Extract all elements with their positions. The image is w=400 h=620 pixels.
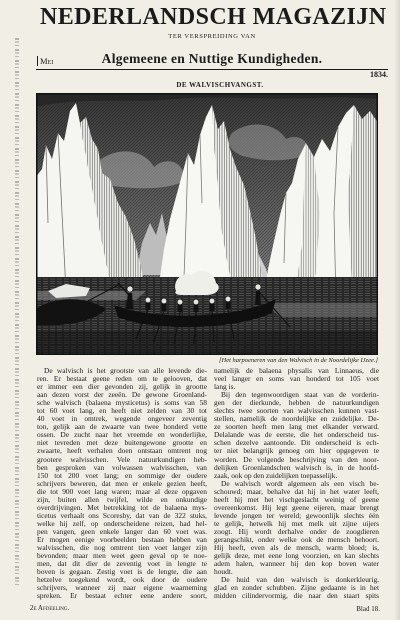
illustration-caption: [Het harpoeneren van den Walvisch in de Noordelijke IJzee.]: [218, 357, 378, 364]
harpooner-head: [127, 286, 133, 292]
text-line: bevonden; maar men weet geen geval op te noe-: [37, 551, 207, 561]
text-line: De walvisch wordt algemeen als een visch be-: [221, 478, 379, 488]
iceberg-right-shadow: [348, 105, 378, 307]
text-line: glad en zonder schubben. Zijne gedaante is in het: [214, 583, 379, 593]
text-line: namelijk de balaena physalis van Linnaeus, die: [214, 366, 379, 375]
text-line: lang is.: [214, 382, 236, 392]
text-line: gerangschikt, onder welke ook de mensch behoort.: [214, 534, 379, 544]
text-line: zijn, buiten allen twijfel, wilde en onkundige: [37, 494, 207, 504]
text-line: tot 60 voet lang, en heeft niet zelden van 30 tot: [37, 406, 207, 416]
masthead-title: NEDERLANDSCH MAGAZIJN: [40, 4, 387, 30]
rower-body: [210, 304, 215, 311]
text-line: Delalande was de eerste, die het onderscheid tus-: [214, 430, 379, 440]
text-line: welke hij zelf, op onderscheidene reizen, had hel-: [37, 518, 207, 528]
text-line: men, dat dit dier de zeventig voet in lengte te: [37, 559, 207, 569]
rower-head: [177, 299, 183, 305]
issue-month: Mei: [37, 56, 53, 66]
masthead-tagline: TER VERSPREIDING VAN: [168, 33, 256, 40]
text-line: gen der dierkunde, hebben de natuurkundigen: [214, 398, 379, 408]
text-line: stellen, namelijk de noordelijke en zuidelijke. De-: [214, 414, 379, 424]
rower-body: [178, 305, 183, 312]
text-line: 40 voet in omtrek, wegende ongeveer zeventig: [37, 414, 207, 424]
rower-body: [194, 305, 199, 312]
rower-head: [193, 299, 199, 305]
text-line: spreken. Er bestaat echter eene andere soort,: [37, 591, 207, 601]
rower-head: [161, 298, 167, 304]
text-line: ren. Er bestaat geene reden om te gelooven, dat: [37, 374, 207, 384]
foreground-waves: [36, 331, 378, 355]
page-edge-shadow: [394, 0, 400, 620]
margin-imprint: [15, 38, 19, 586]
ice-reflection-right: [264, 303, 378, 317]
text-line: ton, gelijk aan de zwaarte van twee honderd vette: [37, 422, 207, 432]
text-line: te gelijk, hetwelk hij met melk uit zijne uijers: [214, 518, 379, 528]
text-line: sche walvisch (balaena mysticetus) is soms van 58: [37, 398, 207, 408]
text-line: zwaarte, heeft verhalen doen ontstaan omtrent nog: [37, 446, 207, 456]
text-line: worden. De volgende beschrijving van den noor-: [214, 454, 379, 464]
text-line: houdt.: [214, 567, 233, 577]
masthead-subtitle: Algemeene en Nuttige Kundigheden.: [101, 51, 323, 66]
text-line: overdrijvingen. Met betrekking tot de balaena mys-: [37, 502, 207, 512]
text-line: er immer een dier gevonden zij, gelijk in grootte: [37, 382, 207, 392]
engraving: [36, 93, 378, 355]
text-line: schrijvers beweren, dat men er enkele gezien heeft,: [37, 478, 207, 488]
article-heading: DE WALVISCHVANGST.: [176, 81, 264, 89]
text-line: zaak, ook op den zuidelijken toepasselijk.: [214, 470, 338, 480]
sheet-number: Blad 18.: [356, 605, 380, 613]
illustration: [36, 93, 378, 355]
issue-year: 1834.: [370, 70, 388, 79]
text-column-left: [37, 367, 207, 600]
text-line: pen vangen, geen enkele langer dan 60 voet was.: [37, 526, 207, 536]
rower-body: [226, 302, 231, 309]
text-line: overeenkomst. Hij legt geene eijeren, maar brengt: [214, 502, 379, 512]
text-line: heeft hij met het vischgeslacht weinig of geene: [214, 494, 379, 504]
text-line: ter niet belangrijk genoeg om hier opgegeven te: [214, 446, 379, 456]
text-line: midden cilindervormig, die naar den staart spits: [214, 591, 379, 601]
text-line: Er mogen eenige voorbeelden bestaan hebben van: [37, 534, 207, 544]
text-line: schrijvers, wanneer zij naar eigene waarneming: [37, 583, 207, 593]
text-column-right: [214, 367, 379, 600]
text-line: schen dezelve aantoonde. Dit onderscheid is ech-: [214, 438, 379, 448]
text-line: veel langer en soms van honderd tot 105 voet: [214, 374, 379, 384]
text-line: Hij heeft, even als de mensch, warm bloed; is,: [214, 543, 379, 553]
text-line: De huid van den walvisch is donkerkleurig,: [221, 575, 379, 585]
rower-head: [225, 296, 231, 302]
text-line: zoogt. Hij wordt derhalve onder de zoogdieren: [214, 526, 379, 536]
text-line: Bij den tegenwoordigen staat van de vorderin-: [221, 390, 379, 400]
text-line: hetzelve toegekend wordt, ook door de oudere: [37, 575, 207, 585]
rower-head: [209, 298, 215, 304]
text-line: gelijk deze, met eene long voorzien, en kan slechts: [214, 551, 379, 561]
text-line: delijken Groenlandschen walvisch is, in de hoofd-: [214, 462, 379, 472]
text-line: ze soorten heeft men lang met elkander verward.: [214, 422, 379, 432]
text-line: boven is gegaan. Zestig voet is de lengte, die aan: [37, 567, 207, 577]
section-label: 2e Afdeeling.: [30, 604, 70, 612]
text-line: ben gesproken van volwassen walvisschen, van: [37, 462, 207, 472]
text-line: aan dezen vorst der zeeën. De gewone Groenland-: [37, 390, 207, 400]
text-line: niet tevreden met deze buitengewone grootte en: [37, 438, 207, 448]
steersman-head: [255, 284, 261, 290]
text-line: schouwd; maar, behalve dat hij in het water leeft,: [214, 486, 379, 496]
text-line: grootere walvisschen. Vele natuurkundigen heb-: [37, 454, 207, 464]
text-line: die tot 900 voet lang waren; maar al deze opgaven: [37, 486, 207, 496]
text-line: slechts twee soorten van walvisschen kunnen vast-: [214, 406, 379, 416]
text-line: ticetus verhaalt ons Scoresby, dat van de 322 stuks,: [37, 510, 207, 520]
text-line: adem halen, wanneer hij den kop boven water: [214, 559, 379, 569]
text-line: ossen. De zucht naar het vreemde en wonderlijke,: [37, 430, 207, 440]
text-line: De walvisch is het grootste van alle levende die-: [44, 366, 207, 375]
text-line: 150 tot 200 voet lang; en sommige der oudere: [37, 470, 207, 480]
rower-head: [145, 297, 151, 303]
text-line: levende jongen ter wereld; gewoonlijk slechts één: [214, 510, 379, 520]
rower-body: [146, 303, 151, 310]
masthead-rule: [36, 69, 388, 70]
rower-body: [162, 304, 167, 311]
text-line: walvisschen, die nog omtrent tien voet langer zijn: [37, 543, 207, 553]
